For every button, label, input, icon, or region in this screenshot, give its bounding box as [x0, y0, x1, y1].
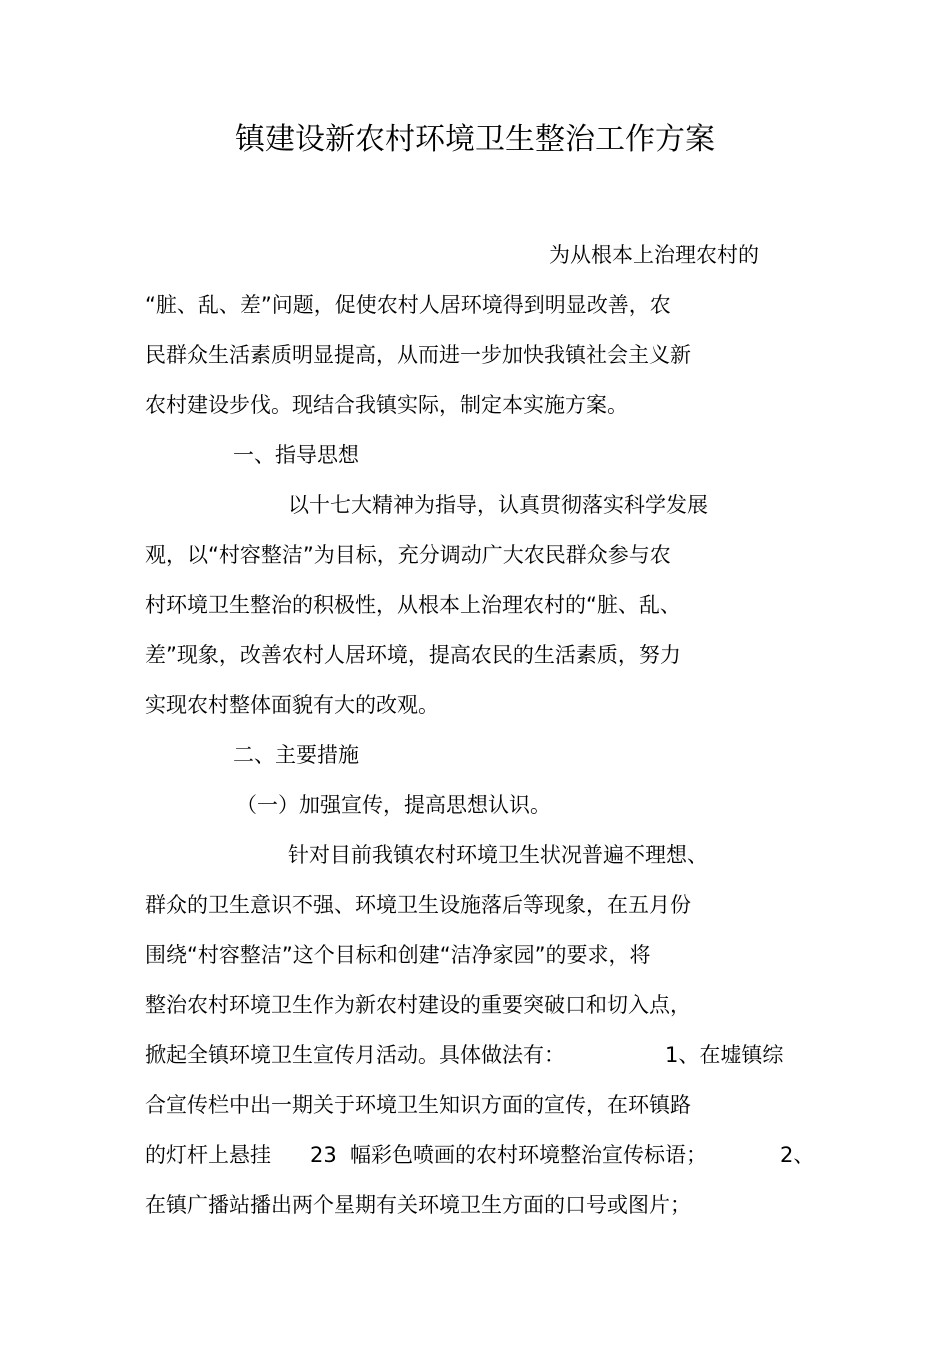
paragraph-line: 为从根本上治理农村的: [549, 243, 759, 267]
paragraph-line: 实现农村整体面貌有大的改观。: [145, 693, 439, 717]
subsection-heading: （一）加强宣传，提高思想认识。: [236, 793, 551, 817]
paragraph-line: 针对目前我镇农村环境卫生状况普遍不理想、: [288, 843, 708, 867]
section-heading: 一、指导思想: [233, 443, 359, 467]
paragraph-line: 的灯杆上悬挂: [145, 1143, 271, 1167]
paragraph-line: 村环境卫生整治的积极性，从根本上治理农村的“脏、乱、: [145, 593, 681, 617]
document-title: 镇建设新农村环境卫生整治工作方案: [235, 122, 715, 157]
paragraph-line: 观，以“村容整洁”为目标，充分调动广大农民群众参与农: [145, 543, 671, 567]
paragraph-line: 整治农村环境卫生作为新农村建设的重要突破口和切入点，: [145, 993, 691, 1017]
paragraph-line: 在镇广播站播出两个星期有关环境卫生方面的口号或图片；: [145, 1193, 691, 1217]
paragraph-line: 掀起全镇环境卫生宣传月活动。具体做法有：: [145, 1043, 565, 1067]
paragraph-line: “脏、乱、差”问题，促使农村人居环境得到明显改善，农: [145, 293, 671, 317]
section-heading: 二、主要措施: [233, 743, 359, 767]
paragraph-line-fragment: 1、在墟镇综: [665, 1043, 784, 1067]
paragraph-line-fragment: 23: [310, 1143, 337, 1167]
paragraph-line: 合宣传栏中出一期关于环境卫生知识方面的宣传，在环镇路: [145, 1093, 691, 1117]
paragraph-line: 围绕“村容整洁”这个目标和创建“洁净家园”的要求，将: [145, 943, 651, 967]
paragraph-line: 农村建设步伐。现结合我镇实际，制定本实施方案。: [145, 393, 628, 417]
paragraph-line: 群众的卫生意识不强、环境卫生设施落后等现象，在五月份: [145, 893, 691, 917]
paragraph-line: 差”现象，改善农村人居环境，提高农民的生活素质，努力: [145, 643, 681, 667]
paragraph-line-fragment: 2、: [780, 1143, 815, 1167]
paragraph-line-fragment: 幅彩色喷画的农村环境整治宣传标语；: [350, 1143, 707, 1167]
paragraph-line: 民群众生活素质明显提高，从而进一步加快我镇社会主义新: [145, 343, 691, 367]
paragraph-line: 以十七大精神为指导，认真贯彻落实科学发展: [288, 493, 708, 517]
